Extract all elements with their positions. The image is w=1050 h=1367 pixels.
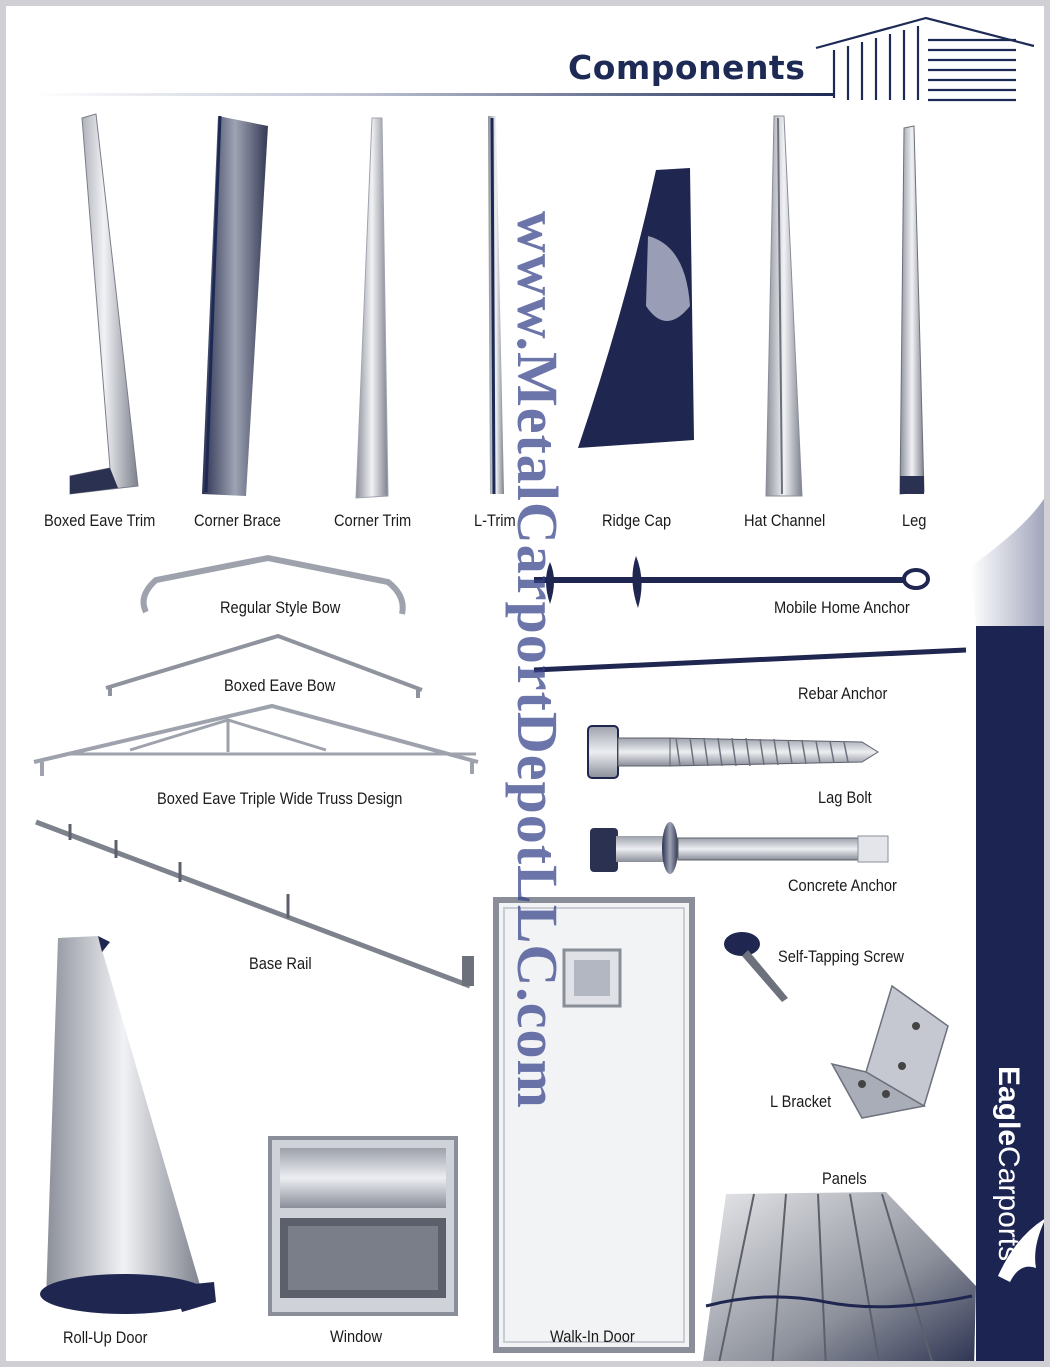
corner-brace-image [202, 116, 268, 496]
label-ridge-cap: Ridge Cap [602, 511, 672, 530]
brand-bold: Eagle [992, 1066, 1025, 1147]
label-l-bracket: L Bracket [770, 1092, 832, 1111]
label-triple-wide-truss: Boxed Eave Triple Wide Truss Design [157, 789, 403, 808]
self-tapping-screw-image [724, 932, 788, 1002]
triple-wide-truss-image [34, 706, 478, 776]
hat-channel-image [766, 116, 802, 496]
label-mobile-home-anchor: Mobile Home Anchor [774, 598, 910, 617]
header-rule [34, 93, 834, 96]
label-lag-bolt: Lag Bolt [818, 788, 872, 807]
label-window: Window [330, 1327, 383, 1346]
label-regular-style-bow: Regular Style Bow [220, 598, 341, 617]
l-trim-image [488, 116, 504, 494]
label-boxed-eave-trim: Boxed Eave Trim [44, 511, 156, 530]
panels-image [702, 1192, 976, 1367]
corner-trim-image [356, 118, 388, 498]
label-self-tapping-screw: Self-Tapping Screw [778, 947, 904, 966]
building-icon [816, 18, 1034, 100]
label-rebar-anchor: Rebar Anchor [798, 684, 888, 703]
website-watermark: www.MetalCarportDepotLLC.com [505, 211, 570, 1109]
label-l-trim: L-Trim [474, 511, 516, 530]
l-bracket-image [832, 986, 948, 1118]
label-concrete-anchor: Concrete Anchor [788, 876, 897, 895]
window-image [270, 1138, 456, 1314]
leg-image [900, 126, 924, 494]
label-walk-in-door: Walk-In Door [550, 1327, 635, 1346]
brand-light: Carports [992, 1146, 1025, 1262]
boxed-eave-trim-image [70, 114, 138, 494]
label-corner-trim: Corner Trim [334, 511, 412, 530]
page-title: Components [568, 48, 806, 87]
label-boxed-eave-bow: Boxed Eave Bow [224, 676, 336, 695]
label-base-rail: Base Rail [249, 954, 312, 973]
ridge-cap-image [578, 168, 694, 448]
rebar-anchor-image [534, 650, 966, 670]
label-panels: Panels [822, 1169, 867, 1188]
label-corner-brace: Corner Brace [194, 511, 281, 530]
label-leg: Leg [902, 511, 927, 530]
band-swoosh [971, 466, 1050, 626]
lag-bolt-image [588, 726, 878, 778]
label-hat-channel: Hat Channel [744, 511, 826, 530]
concrete-anchor-image [590, 822, 888, 874]
roll-up-door-image [40, 936, 216, 1314]
brand-logo [991, 1066, 1025, 1261]
label-roll-up-door: Roll-Up Door [63, 1328, 148, 1347]
